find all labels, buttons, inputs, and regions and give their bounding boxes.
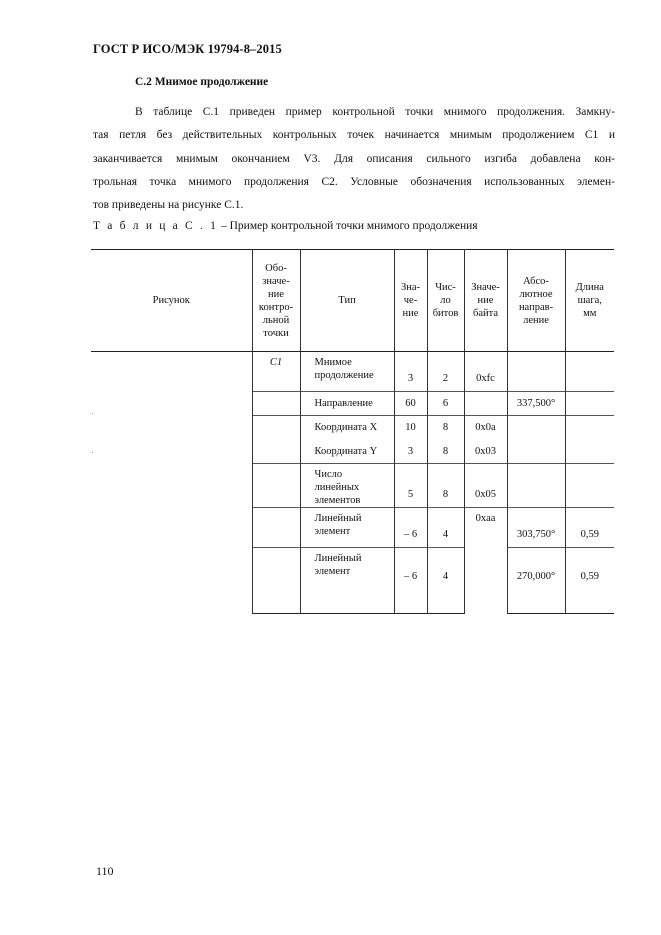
paragraph-line-text: трольная точка мнимого продолжения C2. Условные обозначения использованных элемен- [93,175,615,188]
direction-cell: 337,500° [507,392,565,416]
header-step: Длина шага, мм [565,250,614,352]
paragraph-line [93,171,615,194]
paragraph-line-text: В таблице С.1 приведен пример контрольной точки мнимого продолжения. Замкну- [135,106,615,118]
step-cell: 0,59 [565,548,614,614]
paragraph-line [93,124,615,147]
bits-cell: 2 [427,352,464,392]
type-cell: Координата Y [300,440,394,464]
bits-cell: 6 [427,392,464,416]
designation-cell [252,392,300,416]
value-cell: – 6 [394,548,427,614]
step-cell: 0,59 [565,508,614,548]
caption-text: – Пример контрольной точки мнимого продолжения [218,220,478,232]
paragraph-line [93,194,615,217]
paragraph-line-text: тов приведены на рисунке С.1. [93,199,244,212]
control-point-table [91,249,614,614]
bits-cell: 4 [427,508,464,548]
figure-cell [91,352,252,614]
paragraph-line [93,148,615,171]
page-number: 110 [96,864,114,878]
type-cell: Линейный элемент [300,548,394,614]
scan-speck [92,413,93,414]
direction-cell: 270,000° [507,548,565,614]
body-paragraph [93,101,615,217]
direction-cell [507,352,565,392]
direction-cell [507,416,565,464]
header-designation: Обо- значе- ние контро- льной точки [252,250,300,352]
type-cell: Число линейных элементов [300,464,394,508]
value-cell: 5 [394,464,427,508]
designation-cell [252,508,300,548]
type-cell: Линейный элемент [300,508,394,548]
value-cell: 3 [394,440,427,464]
paragraph-line-text: тая петля без действительных контрольных точек начинается мнимым продолжением C1 и [93,129,615,142]
table-row [91,352,614,392]
byte-cell: 0x0a [464,416,507,440]
byte-cell: 0xaa [464,508,507,614]
header-direction: Абсо- лютное направ- ление [507,250,565,352]
value-cell: 10 [394,416,427,440]
type-cell: Направление [300,392,394,416]
byte-cell: 0xfc [464,352,507,392]
value-cell: 60 [394,392,427,416]
type-cell: Координата X [300,416,394,440]
header-figure: Рисунок [91,250,252,352]
value-cell: 3 [394,352,427,392]
bits-cell: 8 [427,416,464,440]
type-cell: Мнимое продолжение [300,352,394,392]
header-value: Зна- че- ние [394,250,427,352]
direction-cell [507,464,565,508]
value-cell: – 6 [394,508,427,548]
byte-cell: 0x05 [464,464,507,508]
step-cell [565,352,614,392]
caption-prefix: Т а б л и ц а С . 1 [93,220,219,232]
bits-cell: 8 [427,440,464,464]
byte-cell [464,392,507,416]
paragraph-line [93,101,615,124]
scan-speck [92,452,93,453]
byte-cell: 0x03 [464,440,507,464]
designation-cell: C1 [252,352,300,392]
bits-cell: 4 [427,548,464,614]
direction-cell: 303,750° [507,508,565,548]
step-cell [565,416,614,464]
table-caption [93,220,478,232]
header-byte: Значе- ние байта [464,250,507,352]
designation-cell [252,464,300,508]
section-title: С.2 Мнимое продолжение [135,76,269,88]
bits-cell: 8 [427,464,464,508]
step-cell [565,464,614,508]
designation-cell [252,416,300,464]
table-header-row [91,250,614,352]
paragraph-line-text: заканчивается мнимым окончанием V3. Для описания сильного изгиба добавлена кон- [93,152,615,165]
designation-cell [252,548,300,614]
header-type: Тип [300,250,394,352]
header-bits: Чис- ло битов [427,250,464,352]
step-cell [565,392,614,416]
document-header: ГОСТ Р ИСО/МЭК 19794-8–2015 [93,42,282,56]
